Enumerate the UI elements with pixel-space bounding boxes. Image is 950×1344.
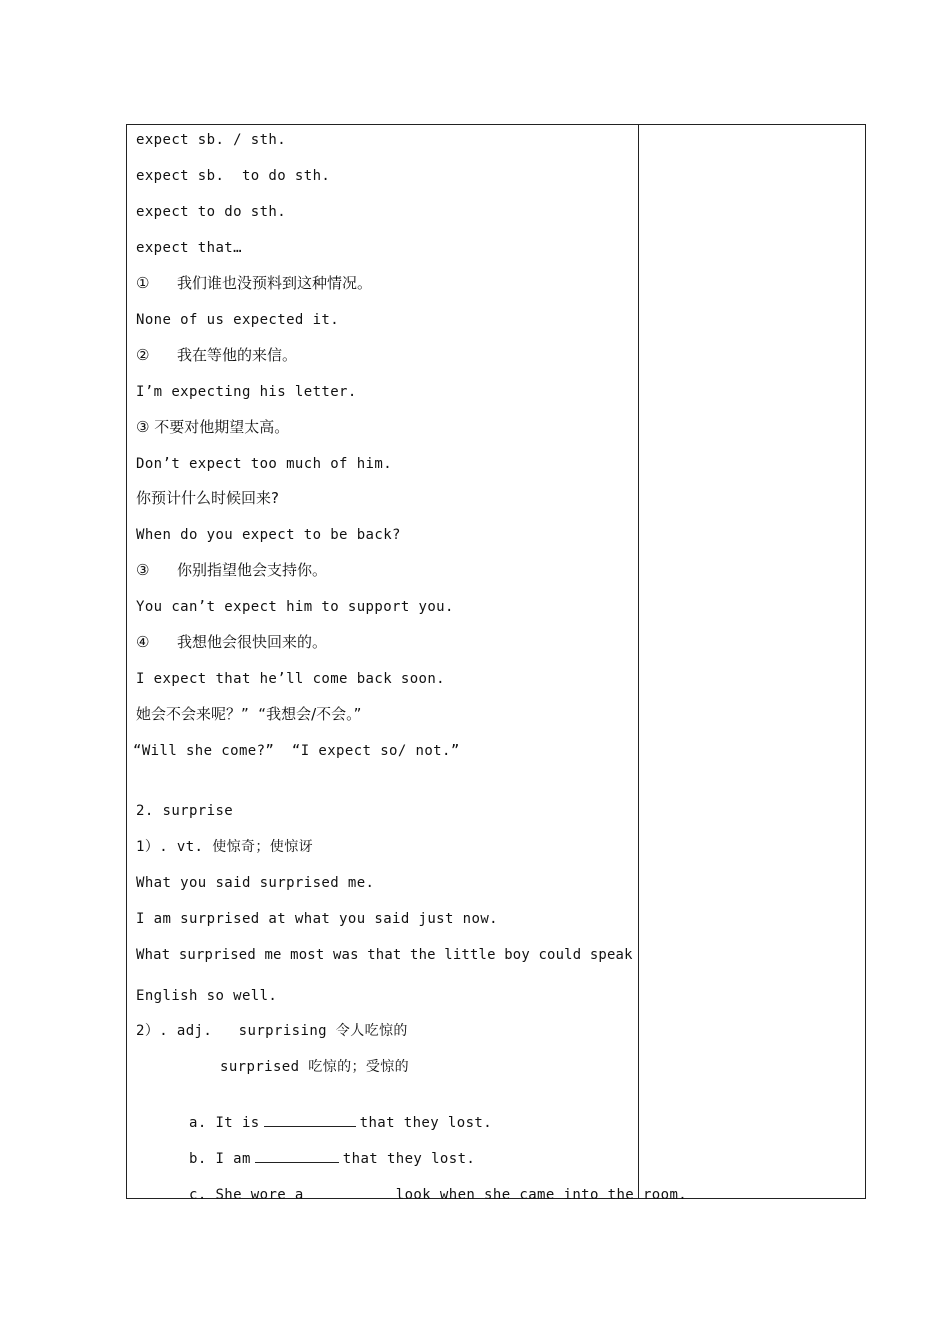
english-sentence: English so well. [136,988,278,1004]
chinese-sentence: 我想他会很快回来的。 [177,633,328,651]
item-number: ④ [136,633,150,651]
notes-column [639,125,865,1198]
chinese-sentence: 你预计什么时候回来? [136,489,279,507]
text-line: expect sb. to do sth. [136,168,331,184]
exercise-item [136,1167,687,1222]
english-sentence: Don’t expect too much of him. [136,456,393,472]
answer-blank [264,1113,356,1127]
exercise-suffix: that they lost. [342,1151,476,1167]
exercise-suffix: that they lost. [359,1115,493,1131]
text-line: expect that… [136,240,242,256]
section-heading: 2. surprise [136,803,234,819]
answer-blank [255,1149,339,1163]
definition-line: 2）. adj. surprising 令人吃惊的 [136,1023,408,1039]
english-sentence: What you said surprised me. [136,875,375,891]
text-line: expect to do sth. [136,204,287,220]
english-sentence: You can’t expect him to support you. [136,599,454,615]
exercise-suffix: look when she came into the room. [395,1187,688,1203]
exercise-prefix: a. It is [188,1115,260,1131]
definition-line: 1）. vt. 使惊奇；使惊讶 [136,839,314,855]
lesson-table [126,124,866,1203]
english-sentence: “Will she come?” “I expect so/ not.” [133,743,460,759]
answer-blank [308,1185,392,1199]
definition-line: surprised 吃惊的；受惊的 [220,1059,410,1075]
chinese-sentence: 我们谁也没预料到这种情况。 [177,274,373,292]
content-column [127,125,688,1203]
chinese-sentence: 你别指望他会支持你。 [177,561,328,579]
english-sentence: What surprised me most was that the little boy could speak [136,947,633,963]
english-sentence: When do you expect to be back? [136,527,401,543]
item-number: ① [136,274,150,292]
chinese-sentence: ③ 不要对他期望太高。 [136,418,290,436]
item-number: ② [136,346,150,364]
item-number: ③ [136,561,150,579]
english-sentence: I’m expecting his letter. [136,384,357,400]
chinese-sentence: 我在等他的来信。 [177,346,298,364]
english-sentence: I expect that he’ll come back soon. [136,671,446,687]
exercise-prefix: c. She wore a [188,1187,304,1203]
english-sentence: I am surprised at what you said just now. [136,911,498,927]
text-line: expect sb. / sth. [136,132,287,148]
exercise-prefix: b. I am [188,1151,251,1167]
chinese-sentence: 她会不会来呢？” “我想会/不会。” [136,705,362,723]
english-sentence: None of us expected it. [136,312,340,328]
